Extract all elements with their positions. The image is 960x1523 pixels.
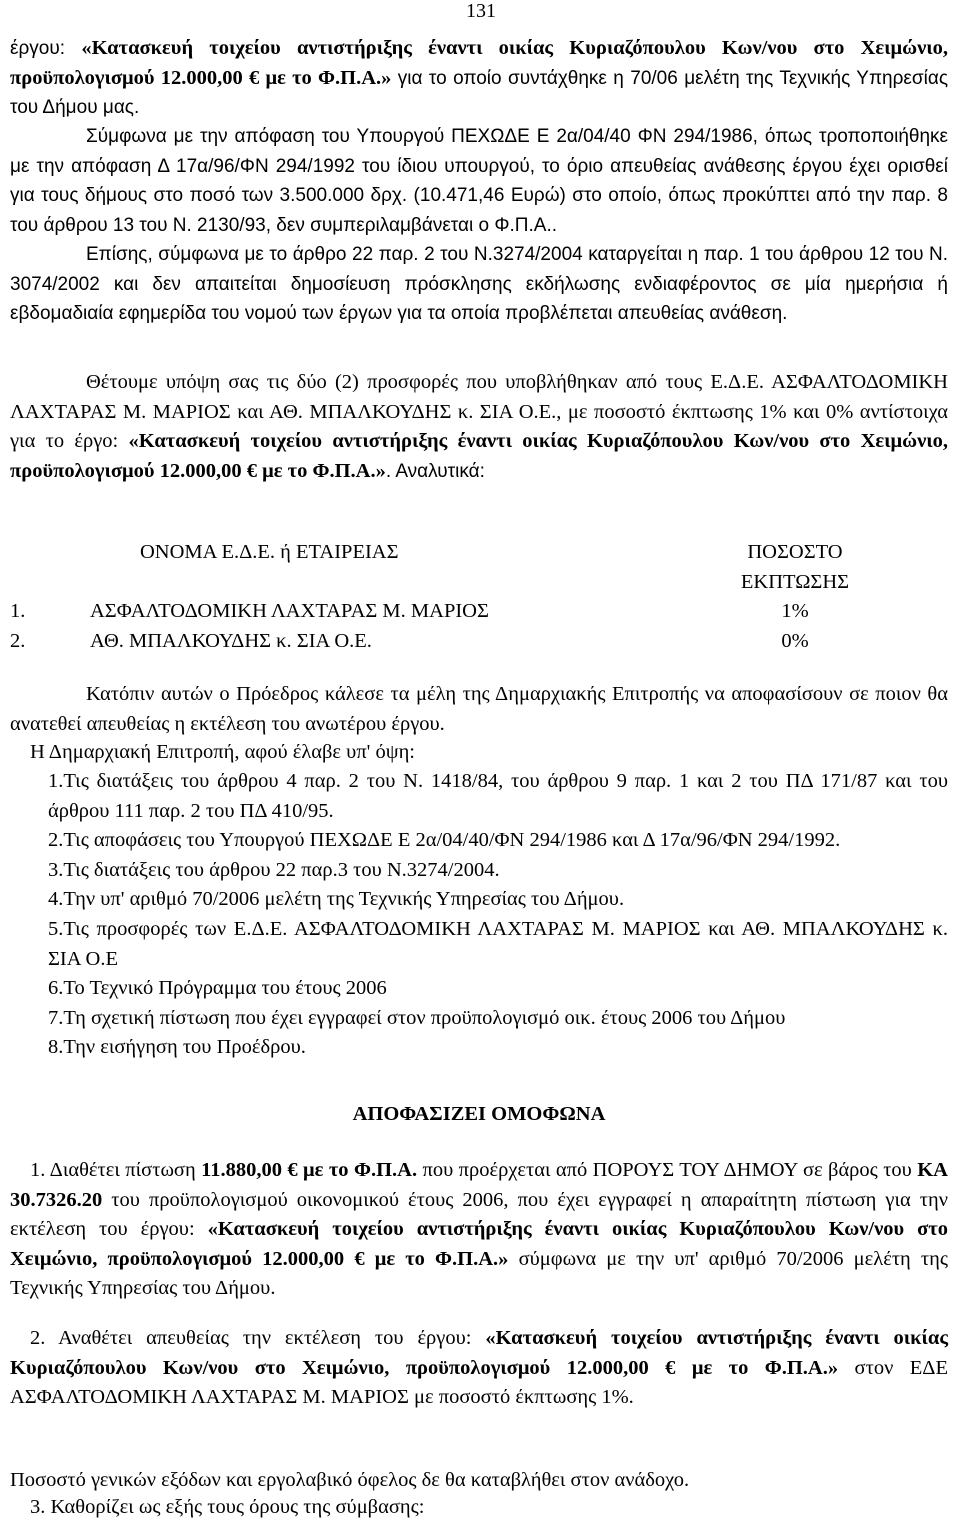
paragraph-law-reference [10, 240, 948, 329]
paragraph-committee-considered: Η Δημαρχιακή Επιτροπή, αφού έλαβε υπ' όψη: [30, 741, 415, 763]
table-row [10, 627, 890, 657]
offers-project-title: «Κατασκευή τοιχείου αντιστήριξης έναντι οικίας Κυριαζόπουλου Κων/νου στο Χειμώνιο, προϋπολογισμού 12.000,00 € με το Φ.Π.Α.» [10, 430, 948, 482]
offers-intro-tail: . Αναλυτικά: [385, 460, 485, 482]
offers-table-header [10, 538, 890, 597]
list-item: 5.Τις προσφορές των Ε.Δ.Ε. ΑΣΦΑΛΤΟΔΟΜΙΚΗ ΛΑΧΤΑΡΑΣ Μ. ΜΑΡΙΟΣ και ΑΘ. ΜΠΑΛΚΟΥΔΗΣ κ. ΣΙΑ Ο.Ε [48, 917, 948, 970]
d2-a: 2. Αναθέτει απευθείας την εκτέλεση του έργου: [30, 1327, 486, 1349]
law-reference-a: Επίσης, σύμφωνα με το άρθρο 22 παρ. 2 του Ν.3274/2004 καταργείται η παρ. 1 του άρθρου 12 του Ν. [86, 244, 948, 265]
offers-intro-text: Θέτουμε υπόψη σας τις δύο (2) προσφορές που υποβλήθηκαν από τους Ε.Δ.Ε. ΑΣΦΑΛΤΟΔΟΜΙΚΗ ΛΑΧΤΑΡΑΣ Μ. ΜΑΡΙΟΣ και ΑΘ. ΜΠΑΛΚΟΥΔΗΣ κ. ΣΙΑ Ο.Ε., με ποσοστό έκπτωσης 1% και 0% αντίστοιχα για το έργο: [10, 371, 948, 453]
paragraph-project-intro [10, 34, 948, 123]
list-item: 3.Τις διατάξεις του άρθρου 22 παρ.3 του Ν.3274/2004. [48, 858, 500, 881]
offers-table [10, 538, 890, 656]
project-title: «Κατασκευή τοιχείου αντιστήριξης έναντι οικίας Κυριαζόπουλου Κων/νου στο Χειμώνιο, προϋπολογισμού 12.000,00 € με το Φ.Π.Α.» [10, 37, 949, 89]
decision-item-2 [10, 1324, 948, 1413]
page-number: 131 [466, 0, 496, 22]
d1-amount: 11.880,00 € με το Φ.Π.Α. [201, 1159, 418, 1181]
header-pct: ΠΟΣΟΣΤΟ ΕΚΠΤΩΣΗΣ [740, 541, 850, 593]
list-item: 1.Τις διατάξεις του άρθρου 4 παρ. 2 του Ν. 1418/84, του άρθρου 9 παρ. 1 και 2 του ΠΔ 171/87 και του άρθρου 111 παρ. 2 του ΠΔ 410/95. [48, 770, 948, 822]
considerations-list [48, 767, 948, 1063]
law-reference-b: 3074/2002 και δεν απαιτείται δημοσίευση πρόσκλησης εκδήλωσης ενδιαφέροντος σε μία ημερήσια ή εβδομαδιαία εφημερίδα του νομού των έργων για τα οποία προβλέπεται απευθείας ανάθεση. [10, 273, 948, 325]
list-item: 7.Τη σχετική πίστωση που έχει εγγραφεί στον προϋπολογισμό οικ. έτους 2006 του Δήμου [48, 1006, 786, 1029]
d1-c: του προϋπολογισμού οικονομικού έτους 2006, που έχει εγγραφεί η απαραίτητη πίστωση για την εκτέλεση του έργου: [10, 1188, 948, 1241]
d1-a: 1. Διαθέτει πίστωση [30, 1159, 202, 1181]
row-pct: 1% [781, 600, 809, 623]
header-name: ΟΝΟΜΑ Ε.Δ.Ε. ή ΕΤΑΙΡΕΙΑΣ [140, 541, 399, 563]
d1-d: σύμφωνα με την υπ' αριθμό 70/2006 μελέτη της Τεχνικής Υπηρεσίας του Δήμου. [10, 1247, 948, 1300]
intro-lead: έργου: [10, 38, 82, 59]
row-num: 2. [10, 629, 26, 652]
paragraph-offers-intro [10, 368, 948, 486]
intro-rest: για το οποίο συντάχθηκε η 70/06 μελέτη της Τεχνικής Υπηρεσίας του Δήμου μας. [10, 67, 948, 119]
row-name: ΑΣΦΑΛΤΟΔΟΜΙΚΗ ΛΑΧΤΑΡΑΣ Μ. ΜΑΡΙΟΣ [90, 600, 489, 623]
list-item: 4.Την υπ' αριθμό 70/2006 μελέτη της Τεχνικής Υπηρεσίας του Δήμου. [48, 888, 625, 911]
decision-heading: ΑΠΟΦΑΣΙΖΕΙ ΟΜΟΦΩΝΑ [352, 1103, 606, 1125]
row-name: ΑΘ. ΜΠΑΛΚΟΥΔΗΣ κ. ΣΙΑ Ο.Ε. [90, 629, 372, 652]
d2-project: «Κατασκευή τοιχείου αντιστήριξης έναντι οικίας Κυριαζόπουλου Κων/νου στο Χειμώνιο, προϋπολογισμού 12.000,00 € με το Φ.Π.Α.» [10, 1327, 948, 1379]
list-item: 6.Το Τεχνικό Πρόγραμμα του έτους 2006 [48, 977, 387, 1000]
d1-b: που προέρχεται από ΠΟΡΟΥΣ ΤΟΥ ΔΗΜΟΥ σε βάρος του [417, 1159, 918, 1181]
paragraph-president-call: Κατόπιν αυτών ο Πρόεδρος κάλεσε τα μέλη της Δημαρχιακής Επιτροπής να αποφασίσουν σε ποιον θα ανατεθεί απευθείας η εκτέλεση του ανωτέρου έργου. [10, 683, 948, 735]
list-item: 2.Τις αποφάσεις του Υπουργού ΠΕΧΩΔΕ Ε 2α/04/40/ΦΝ 294/1986 και Δ 17α/96/ΦΝ 294/1992. [48, 829, 841, 852]
paragraph-legal-limit: Σύμφωνα με την απόφαση του Υπουργού ΠΕΧΩΔΕ Ε 2α/04/40 ΦΝ 294/1986, όπως τροποποιήθηκε με την απόφαση Δ 17α/96/ΦΝ 294/1992 του ίδιου υπουργού, το όριο απευθείας ανάθεσης έργου έχει ορισθεί για τους δήμους στο ποσό των 3.500.000 δρχ. (10.471,46 Ευρώ) στο οποίο, όπως προκύπτει από την παρ. 8 του άρθρου 13 του Ν. 2130/93, δεν συμπεριλαμβάνεται ο Φ.Π.Α.. [10, 126, 948, 236]
row-num: 1. [10, 600, 26, 623]
list-item: 8.Την εισήγηση του Προέδρου. [48, 1036, 306, 1059]
d2-b: στον ΕΔΕ ΑΣΦΑΛΤΟΔΟΜΙΚΗ ΛΑΧΤΑΡΑΣ Μ. ΜΑΡΙΟΣ με ποσοστό έκπτωσης 1%. [10, 1356, 948, 1409]
paragraph-contract-terms: 3. Καθορίζει ως εξής τους όρους της σύμβασης: [30, 1496, 425, 1518]
table-row [10, 597, 890, 627]
decision-item-1 [10, 1156, 948, 1304]
paragraph-overhead: Ποσοστό γενικών εξόδων και εργολαβικό όφελος δε θα καταβλήθει στον ανάδοχο. [10, 1469, 690, 1491]
row-pct: 0% [781, 629, 809, 652]
d1-project: «Κατασκευή τοιχείου αντιστήριξης έναντι οικίας Κυριαζόπουλου Κων/νου στο Χειμώνιο, προϋπολογισμού 12.000,00 € με το Φ.Π.Α.» [10, 1218, 948, 1270]
d1-ka: ΚΑ 30.7326.20 [10, 1159, 948, 1211]
